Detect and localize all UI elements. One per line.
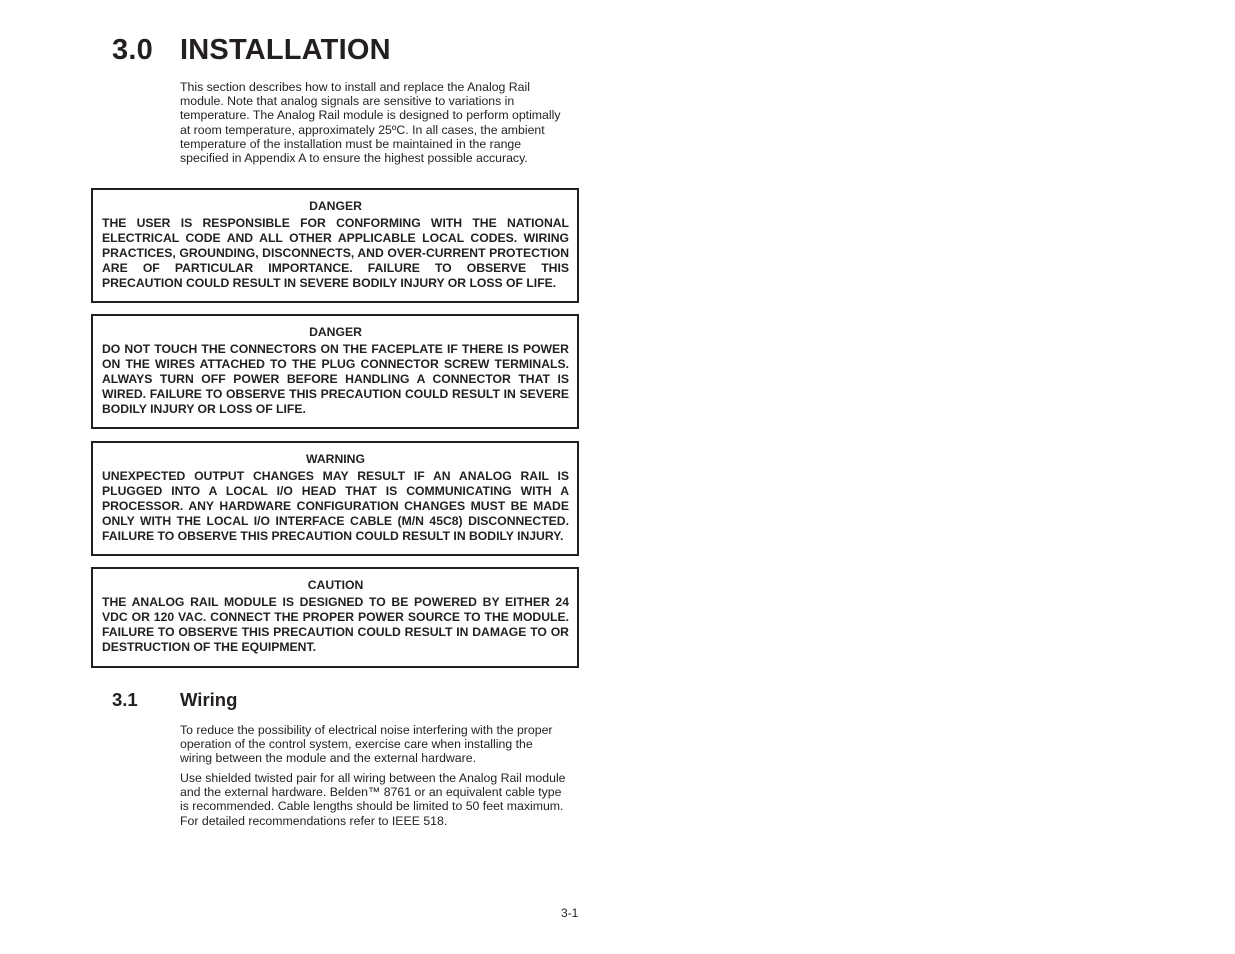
section-number: 3.0 xyxy=(112,34,153,66)
notice-title: CAUTION xyxy=(307,578,364,592)
warning-notice xyxy=(91,441,579,556)
notice-title: DANGER xyxy=(309,325,362,339)
intro-paragraph: This section describes how to install and replace the Analog Rail module. Note that analog signals are sensitive to variations in temperature. The Analog Rail module is designed to perform optimally at room temperature, approximately 25ºC. In all cases, the ambient temperature of the installation must be maintained in the range specified in Appendix A to ensure the highest possible accuracy. xyxy=(180,80,561,166)
notice-text: UNEXPECTED OUTPUT CHANGES MAY RESULT IF AN ANALOG RAIL IS PLUGGED INTO A LOCAL I/O HEAD THAT IS COMMUNICATING WITH A PROCESSOR. ANY HARDWARE CONFIGURATION CHANGES MUST BE MADE ONLY WITH THE LOCAL I/O INTERFACE CABLE (M/N 45C8) DISCONNECTED. FAILURE TO OBSERVE THIS PRECAUTION COULD RESULT IN BODILY INJURY. xyxy=(102,469,569,543)
subsection-title: Wiring xyxy=(180,689,238,710)
section-title: INSTALLATION xyxy=(180,34,391,66)
wiring-paragraph-2: Use shielded twisted pair for all wiring between the Analog Rail module and the external hardware. Belden™ 8761 or an equivalent cable type is recommended. Cable lengths should be limited to 50 feet maximum. For detailed recommendations refer to IEEE 518. xyxy=(180,771,566,828)
wiring-paragraph-1: To reduce the possibility of electrical noise interfering with the proper operation of the control system, exercise care when installing the wiring between the module and the external hardware. xyxy=(180,723,553,766)
danger-notice-2 xyxy=(91,314,579,429)
caution-notice xyxy=(91,567,579,668)
danger-notice-1 xyxy=(91,188,579,303)
notice-text: THE USER IS RESPONSIBLE FOR CONFORMING WITH THE NATIONAL ELECTRICAL CODE AND ALL OTHER APPLICABLE LOCAL CODES. WIRING PRACTICES, GROUNDING, DISCONNECTS, AND OVER-CURRENT PROTECTION ARE OF PARTICULAR IMPORTANCE. FAILURE TO OBSERVE THIS PRECAUTION COULD RESULT IN SEVERE BODILY INJURY OR LOSS OF LIFE. xyxy=(102,216,569,290)
subsection-heading xyxy=(112,689,237,711)
page-number: 3-1 xyxy=(561,906,579,920)
subsection-number: 3.1 xyxy=(112,689,138,710)
notice-title: DANGER xyxy=(309,199,362,213)
notice-text: THE ANALOG RAIL MODULE IS DESIGNED TO BE POWERED BY EITHER 24 VDC OR 120 VAC. CONNECT THE PROPER POWER SOURCE TO THE MODULE. FAILURE TO OBSERVE THIS PRECAUTION COULD RESULT IN DAMAGE TO OR DESTRUCTION OF THE EQUIPMENT. xyxy=(102,595,569,654)
notice-text: DO NOT TOUCH THE CONNECTORS ON THE FACEPLATE IF THERE IS POWER ON THE WIRES ATTACHED TO THE PLUG CONNECTOR SCREW TERMINALS. ALWAYS TURN OFF POWER BEFORE HANDLING A CONNECTOR THAT IS WIRED. FAILURE TO OBSERVE THIS PRECAUTION COULD RESULT IN SEVERE BODILY INJURY OR LOSS OF LIFE. xyxy=(102,342,569,416)
section-heading xyxy=(112,34,391,67)
notice-title: WARNING xyxy=(306,452,365,466)
